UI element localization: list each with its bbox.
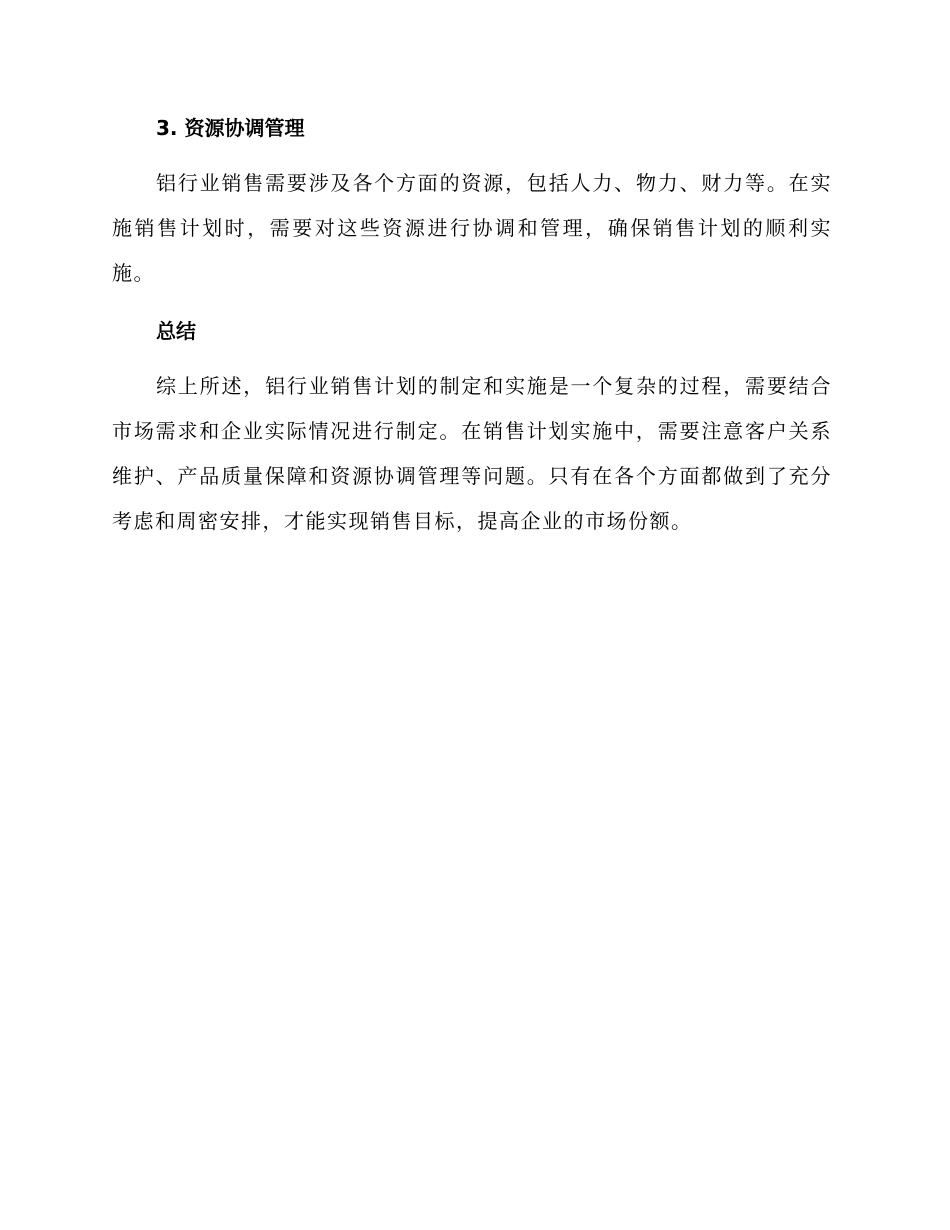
section-heading-summary: 总结: [156, 319, 196, 343]
section-heading-resource-coordination: 3. 资源协调管理: [156, 116, 305, 140]
section-paragraph-resource-coordination: 铝行业销售需要涉及各个方面的资源，包括人力、物力、财力等。在实施销售计划时，需要对这些资源进行协调和管理，确保销售计划的顺利实施。: [112, 171, 832, 285]
section-paragraph-summary: 综上所述，铝行业销售计划的制定和实施是一个复杂的过程，需要结合市场需求和企业实际情况进行制定。在销售计划实施中，需要注意客户关系维护、产品质量保障和资源协调管理等问题。只有在各个方面都做到了充分考虑和周密安排，才能实现销售目标，提高企业的市场份额。: [112, 374, 832, 533]
document-body: [112, 112, 832, 544]
